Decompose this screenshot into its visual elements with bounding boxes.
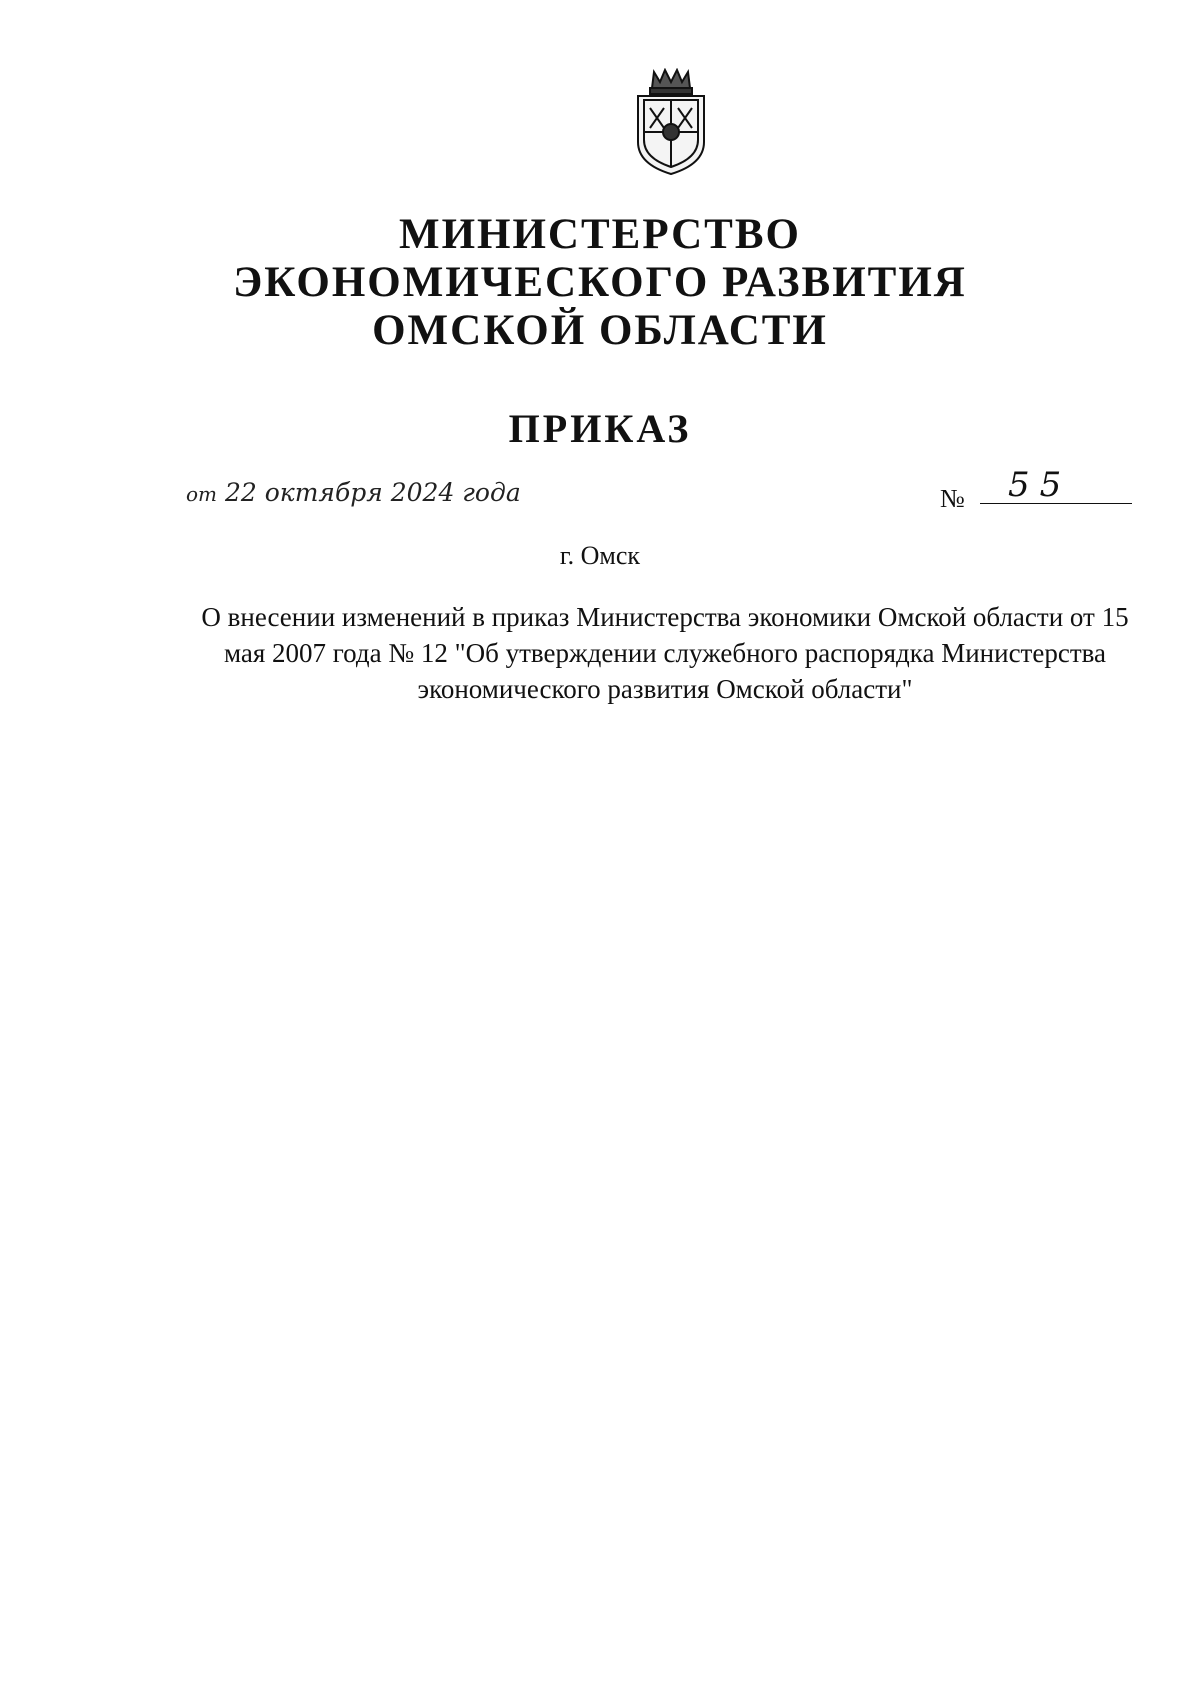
order-title: О внесении изменений в приказ Министерства экономики Омской области от 15 мая 2007 года № 12 "Об утверждении служебного распорядка Министерства экономического развития Омской области" [201, 602, 1129, 704]
date-value: 22 октября 2024 года [224, 478, 521, 507]
ministry-title-line-3: ОМСКОЙ ОБЛАСТИ [372, 307, 828, 354]
ministry-title-line-2: ЭКОНОМИЧЕСКОГО РАЗВИТИЯ [233, 259, 967, 306]
document-type: ПРИКАЗ [508, 406, 692, 451]
order-number-label: № [940, 484, 965, 513]
date-prefix: от [186, 482, 218, 506]
coat-of-arms-icon [630, 68, 712, 176]
city: г. Омск [559, 541, 641, 570]
order-number-value: 55 [980, 470, 1132, 504]
ministry-title-line-1: МИНИСТЕРСТВО [399, 211, 801, 258]
handwritten-date [186, 478, 521, 507]
